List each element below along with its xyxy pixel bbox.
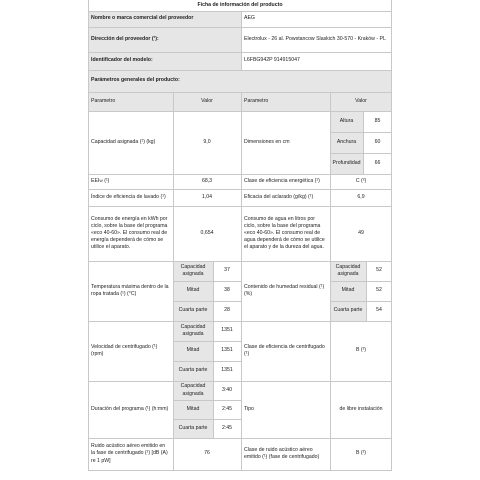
supplier-name-label: Nombre o marca comercial del proveedor xyxy=(88,11,241,27)
temperature-half-label: Mitad xyxy=(173,281,213,301)
noise-class-label: Clase de ruido acústico aéreo emitido (¹) (fase de centrifugado) xyxy=(244,446,320,460)
duration-label: Duración del programa (¹) (h:mm) xyxy=(91,405,169,412)
temperature-half-value: 38 xyxy=(224,287,230,294)
duration-half-value: 2:45 xyxy=(221,405,233,412)
energy-consumption-label: Consumo de energía en kWh por ciclo, sobre la base del programa «eco 40-60». El consumo real de energía dependerá de cómo se utilice el aparato. xyxy=(91,215,168,251)
spin-half-value: 1351 xyxy=(221,347,233,354)
moisture-rated-value: 52 xyxy=(376,267,382,274)
moisture-rated-label: Capacidad asignada xyxy=(330,261,366,281)
spin-speed-label: Velocidad de centrifugado (¹) (rpm) xyxy=(91,343,158,357)
temperature-label: Temperatura máxima dentro de la ropa tratada (¹) (°C) xyxy=(91,283,169,297)
type-label: Tipo xyxy=(244,405,254,412)
duration-quarter-label: Cuarta parte xyxy=(173,419,213,438)
spin-half-label: Mitad xyxy=(173,341,213,361)
col-header-param-left: Parametro xyxy=(88,92,173,111)
depth-label: Profundidad xyxy=(330,153,363,174)
rinsing-value: 6,9 xyxy=(357,193,365,200)
temperature-quarter-value: 28 xyxy=(224,307,230,314)
noise-value: 76 xyxy=(204,450,210,457)
energy-class-label: Clase de eficiencia energética (¹) xyxy=(244,177,320,184)
width-label: Anchura xyxy=(330,132,363,153)
moisture-half-label: Mitad xyxy=(330,281,366,301)
temperature-rated-value: 37 xyxy=(224,267,230,274)
type-value: de libre instalación xyxy=(339,405,383,412)
supplier-address-label: Dirección del proveedor (¹): xyxy=(88,27,241,52)
rinsing-label: Eficacia del aclarado (g/kg) (¹) xyxy=(244,193,314,200)
general-parameters-heading: Parámetros generales del producto: xyxy=(88,70,392,92)
noise-label: Ruido acústico aéreo emitido en la fase de centrifugado (¹) [dB (A) re 1 pW] xyxy=(91,443,168,464)
model-value: L6FBG942P 914915047 xyxy=(244,57,300,64)
spin-rated-value: 1351 xyxy=(221,327,233,334)
duration-rated-label: Capacidad asignada xyxy=(173,381,213,400)
dimensions-label: Dimensiones en cm xyxy=(244,138,290,145)
depth-value: 66 xyxy=(374,159,381,166)
col-header-param-right: Parametro xyxy=(241,92,330,111)
duration-quarter-value: 2:45 xyxy=(221,424,233,431)
washing-index-value: 1,04 xyxy=(201,193,213,200)
supplier-name-value: AEG xyxy=(244,15,255,22)
col-header-value-left: Valor xyxy=(173,92,241,111)
col-header-value-right: Valor xyxy=(330,92,392,111)
moisture-quarter-label: Cuarta parte xyxy=(330,301,366,321)
moisture-half-value: 52 xyxy=(376,287,382,294)
water-consumption-value: 49 xyxy=(358,229,364,236)
eei-value: 68,3 xyxy=(201,177,213,184)
temperature-rated-label: Capacidad asignada xyxy=(173,261,213,281)
duration-half-label: Mitad xyxy=(173,400,213,419)
supplier-address-value: Electrolux - 26 al. Powstancow Slaskich 30-570 - Kraków - PL xyxy=(244,35,386,42)
spin-class-value: B (²) xyxy=(355,347,367,354)
sheet-title: Ficha de información del producto xyxy=(197,1,283,8)
model-label: Identificador del modelo: xyxy=(88,52,241,70)
capacity-label: Capacidad asignada (¹) (kg) xyxy=(91,138,156,145)
moisture-quarter-value: 54 xyxy=(376,307,382,314)
height-label: Altura xyxy=(330,111,363,132)
spin-rated-label: Capacidad asignada xyxy=(173,321,213,341)
spin-class-label: Clase de eficiencia de centrifugado (¹) xyxy=(244,343,325,357)
energy-class-value: C (²) xyxy=(355,177,367,184)
energy-consumption-value: 0,654 xyxy=(200,229,214,236)
washing-index-label: Índice de eficiencia de lavado (¹) xyxy=(91,193,166,200)
height-value: 85 xyxy=(374,117,381,124)
width-value: 60 xyxy=(374,138,381,145)
capacity-value: 9,0 xyxy=(203,138,211,145)
spin-quarter-label: Cuarta parte xyxy=(173,361,213,381)
noise-class-value: B (²) xyxy=(355,450,367,457)
moisture-label: Contenido de humedad residual (¹) (%) xyxy=(244,283,325,297)
temperature-quarter-label: Cuarta parte xyxy=(173,301,213,321)
eei-label: EEI W (¹) xyxy=(91,177,110,184)
duration-rated-value: 3:40 xyxy=(221,386,233,393)
spin-quarter-value: 1351 xyxy=(221,367,233,374)
water-consumption-label: Consumo de agua en litros por ciclo, sobre la base del programa «eco 40-60». El consumo real de agua dependerá de cómo se utilice el aparato y de la dureza del agua. xyxy=(244,215,325,251)
